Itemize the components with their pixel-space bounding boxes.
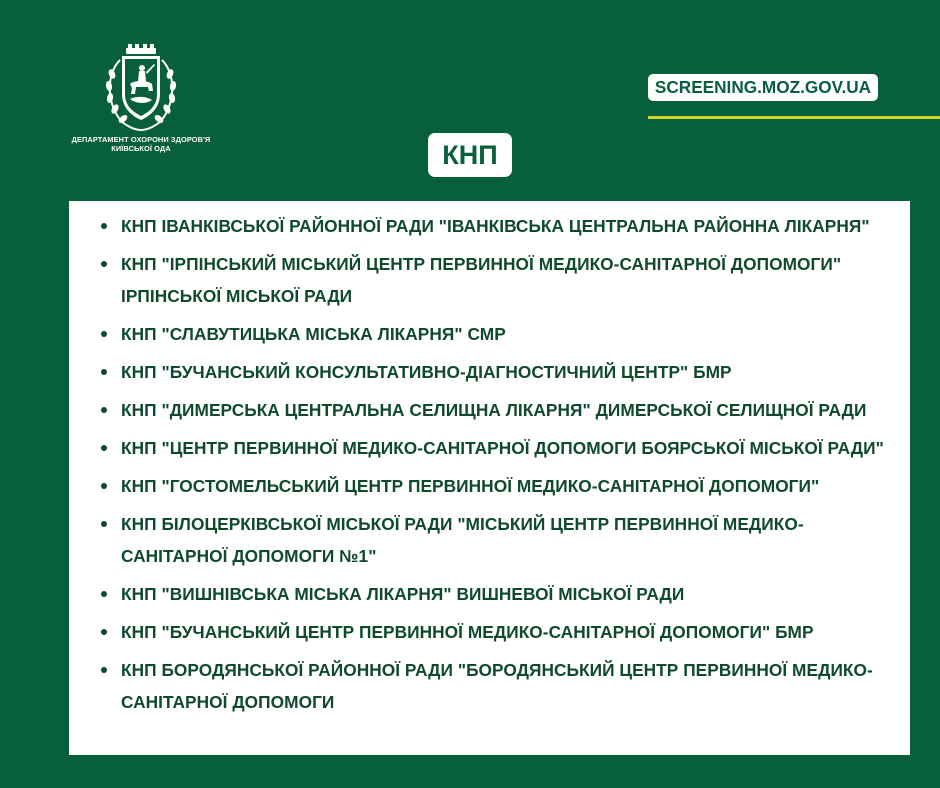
list-item [69,356,910,388]
logo-caption-line1: ДЕПАРТАМЕНТ ОХОРОНИ ЗДОРОВ'Я [71,135,211,144]
department-logo [56,44,226,153]
bullet-icon [101,483,107,489]
bullet-icon [101,331,107,337]
list-item [69,470,910,502]
bullet-icon [101,223,107,229]
list-item [69,248,910,312]
list-item [69,578,910,610]
bullet-icon [101,261,107,267]
list-item-text: КНП "БУЧАНСЬКИЙ ЦЕНТР ПЕРВИННОЇ МЕДИКО-САНІТАРНОЇ ДОПОМОГИ" БМР [121,622,814,642]
list-item [69,654,910,718]
list-item-text: КНП БОРОДЯНСЬКОЇ РАЙОННОЇ РАДИ "БОРОДЯНСЬКИЙ ЦЕНТР ПЕРВИННОЇ МЕДИКО-САНІТАРНОЇ ДОПОМОГИ [121,660,873,712]
bullet-icon [101,407,107,413]
bullet-icon [101,521,107,527]
list-item-text: КНП "ВИШНІВСЬКА МІСЬКА ЛІКАРНЯ" ВИШНЕВОЇ МІСЬКОЇ РАДИ [121,584,685,604]
list-item-text: КНП "БУЧАНСЬКИЙ КОНСУЛЬТАТИВНО-ДІАГНОСТИЧНИЙ ЦЕНТР" БМР [121,362,732,382]
list-item-text: КНП "ЦЕНТР ПЕРВИННОЇ МЕДИКО-САНІТАРНОЇ ДОПОМОГИ БОЯРСЬКОЇ МІСЬКОЇ РАДИ" [121,438,884,458]
list-item [69,318,910,350]
list-item [69,432,910,464]
bullet-icon [101,445,107,451]
organizations-list [69,210,910,724]
list-item-text: КНП "СЛАВУТИЦЬКА МІСЬКА ЛІКАРНЯ" СМР [121,324,506,344]
bullet-icon [101,629,107,635]
bullet-icon [101,591,107,597]
list-item-text: КНП "ДИМЕРСЬКА ЦЕНТРАЛЬНА СЕЛИЩНА ЛІКАРНЯ" ДИМЕРСЬКОЇ СЕЛИЩНОЇ РАДИ [121,400,867,420]
accent-line [648,116,940,119]
list-item [69,508,910,572]
list-item [69,616,910,648]
coat-of-arms-icon [100,44,182,132]
bullet-icon [101,369,107,375]
list-item [69,210,910,242]
logo-caption-line2: КИЇВСЬКОЇ ОДА [111,144,171,153]
logo-caption [56,135,226,153]
list-item [69,394,910,426]
list-item-text: КНП "ІРПІНСЬКИЙ МІСЬКИЙ ЦЕНТР ПЕРВИННОЇ МЕДИКО-САНІТАРНОЇ ДОПОМОГИ" ІРПІНСЬКОЇ МІСЬКОЇ РАДИ [121,254,842,306]
organizations-panel [69,201,910,755]
list-item-text: КНП "ГОСТОМЕЛЬСЬКИЙ ЦЕНТР ПЕРВИННОЇ МЕДИКО-САНІТАРНОЇ ДОПОМОГИ" [121,476,820,496]
list-item-text: КНП ІВАНКІВСЬКОЇ РАЙОННОЇ РАДИ "ІВАНКІВСЬКА ЦЕНТРАЛЬНА РАЙОННА ЛІКАРНЯ" [121,216,870,236]
page-title: КНП [428,133,512,177]
bullet-icon [101,667,107,673]
website-url[interactable]: SCREENING.MOZ.GOV.UA [648,74,878,101]
list-item-text: КНП БІЛОЦЕРКІВСЬКОЇ МІСЬКОЇ РАДИ "МІСЬКИЙ ЦЕНТР ПЕРВИННОЇ МЕДИКО-САНІТАРНОЇ ДОПОМОГИ №1" [121,514,804,566]
